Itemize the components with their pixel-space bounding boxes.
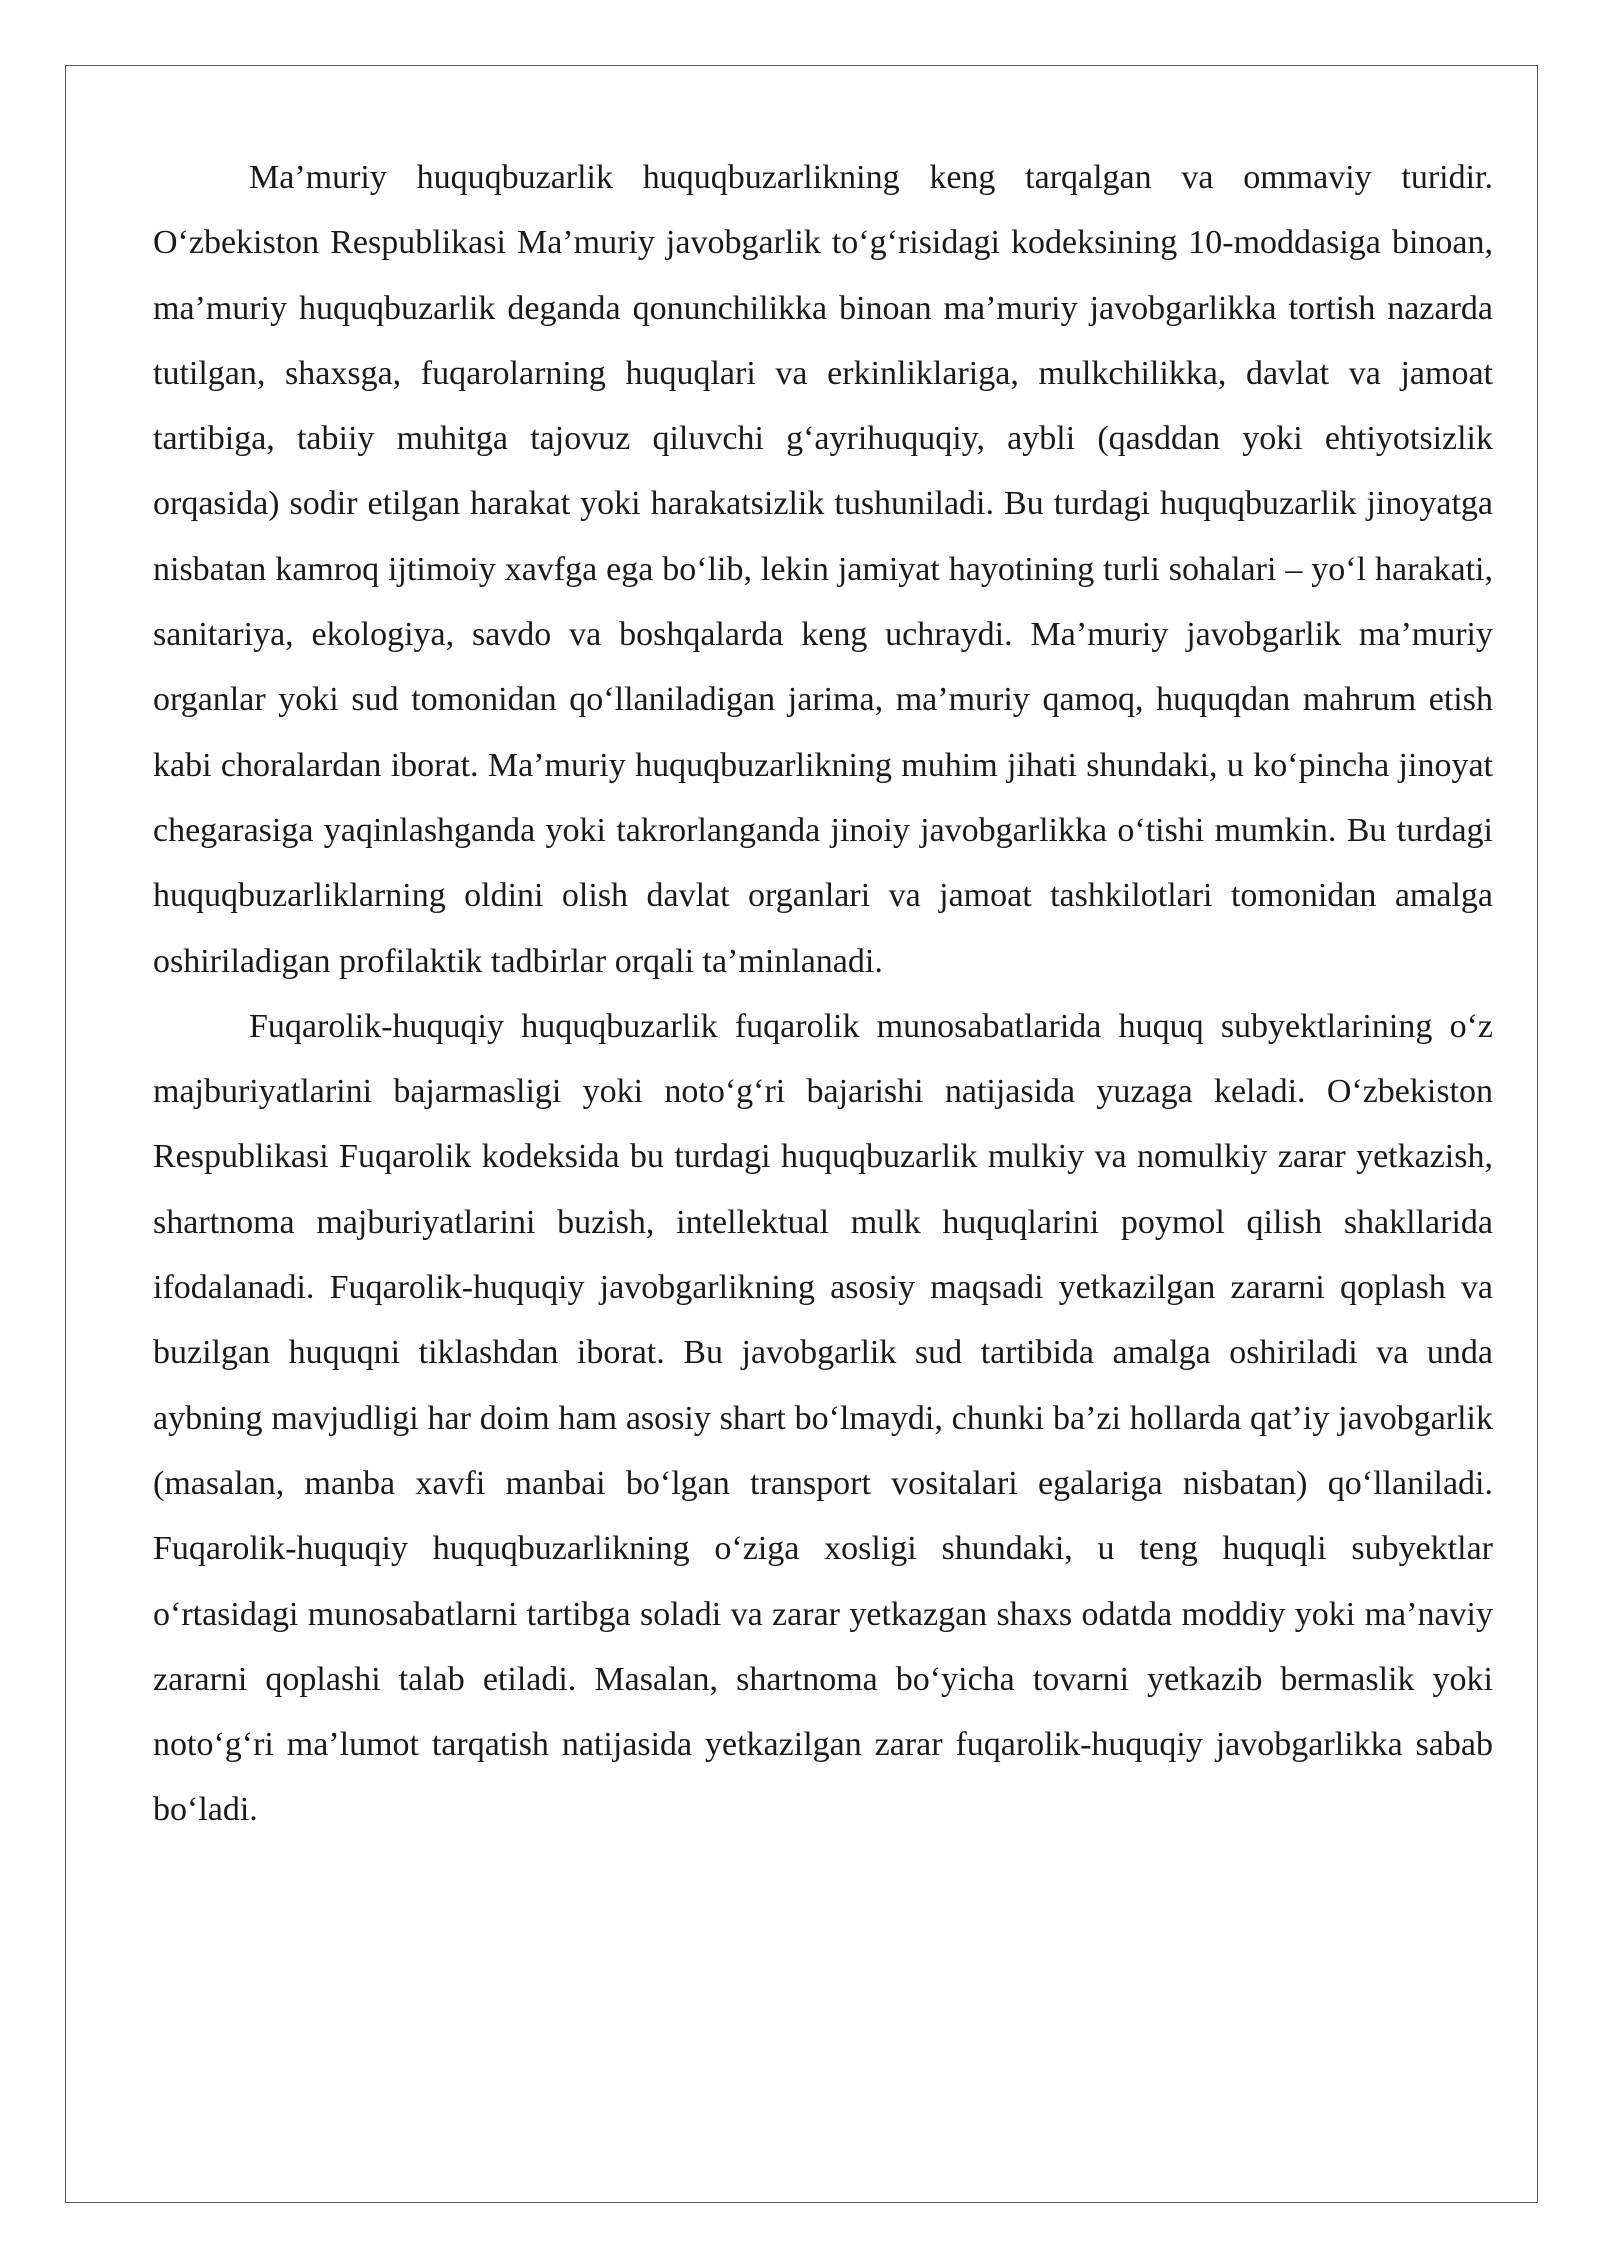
paragraph-civil-offense: Fuqarolik-huquqiy huquqbuzarlik fuqarolik munosabatlarida huquq subyektlarining o‘z majburiyatlarini bajarmasligi yoki noto‘g‘ri bajarishi natijasida yuzaga keladi. O‘zbekiston Respublikasi Fuqarolik kodeksida bu turdagi huquqbuzarlik mulkiy va nomulkiy zarar yetkazish, shartnoma majburiyatlarini buzish, intellektual mulk huquqlarini poymol qilish shakllarida ifodalanadi. Fuqarolik-huquqiy javobgarlikning asosiy maqsadi yetkazilgan zararni qoplash va buzilgan huquqni tiklashdan iborat. Bu javobgarlik sud tartibida amalga oshiriladi va unda aybning mavjudligi har doim ham asosiy shart bo‘lmaydi, chunki ba’zi hollarda qat’iy javobgarlik (masalan, manba xavfi manbai bo‘lgan transport vositalari egalariga nisbatan) qo‘llaniladi. Fuqarolik-huquqiy huquqbuzarlikning o‘ziga xosligi shundaki, u teng huquqli subyektlar o‘rtasidagi munosabatlarni tartibga soladi va zarar yetkazgan shaxs odatda moddiy yoki ma’naviy zararni qoplashi talab etiladi. Masalan, shartnoma bo‘yicha tovarni yetkazib bermaslik yoki noto‘g‘ri ma’lumot tarqatish natijasida yetkazilgan zarar fuqarolik-huquqiy javobgarlikka sabab bo‘ladi. — [153, 1007, 1493, 1829]
paragraph-administrative-offense: Ma’muriy huquqbuzarlik huquqbuzarlikning keng tarqalgan va ommaviy turidir. O‘zbekiston Respublikasi Ma’muriy javobgarlik to‘g‘risidagi kodeksining 10-moddasiga binoan, ma’muriy huquqbuzarlik deganda qonunchilikka binoan ma’muriy javobgarlikka tortish nazarda tutilgan, shaxsga, fuqarolarning huquqlari va erkinliklariga, mulkchilikka, davlat va jamoat tartibiga, tabiiy muhitga tajovuz qiluvchi g‘ayrihuquqiy, aybli (qasddan yoki ehtiyotsizlik orqasida) sodir etilgan harakat yoki harakatsizlik tushuniladi. Bu turdagi huquqbuzarlik jinoyatga nisbatan kamroq ijtimoiy xavfga ega bo‘lib, lekin jamiyat hayotining turli sohalari – yo‘l harakati, sanitariya, ekologiya, savdo va boshqalarda keng uchraydi. Ma’muriy javobgarlik ma’muriy organlar yoki sud tomonidan qo‘llaniladigan jarima, ma’muriy qamoq, huquqdan mahrum etish kabi choralardan iborat. Ma’muriy huquqbuzarlikning muhim jihati shundaki, u ko‘pincha jinoyat chegarasiga yaqinlashganda yoki takrorlanganda jinoiy javobgarlikka o‘tishi mumkin. Bu turdagi huquqbuzarliklarning oldini olish davlat organlari va jamoat tashkilotlari tomonidan amalga oshiriladigan profilaktik tadbirlar orqali ta’minlanadi. — [153, 159, 1493, 980]
document-body — [153, 145, 1493, 1843]
